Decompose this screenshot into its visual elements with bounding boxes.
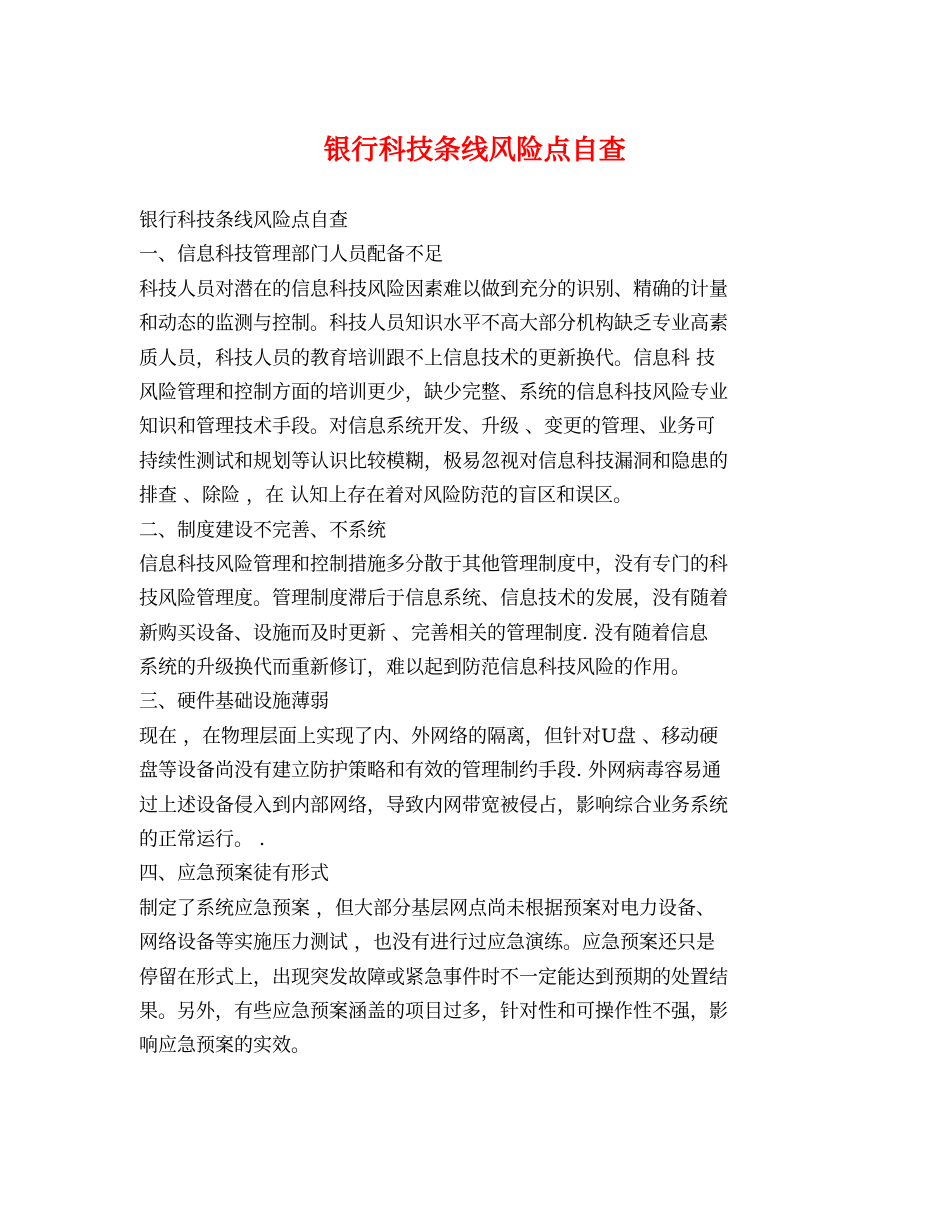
body-line: 持续性测试和规划等认识比较模糊，极易忽视对信息科技漏洞和隐患的 (139, 449, 729, 472)
body-line: 和动态的监测与控制。科技人员知识水平不高大部分机构缺乏专业高素 (139, 312, 729, 335)
body-line: 科技人员对潜在的信息科技风险因素难以做到充分的识别、精确的计量 (139, 277, 729, 300)
body-line: 过上述设备侵入到内部网络，导致内网带宽被侵占，影响综合业务系统 (139, 793, 729, 816)
body-line: 制定了系统应急预案 ，但大部分基层网点尚未根据预案对电力设备、 (139, 896, 716, 919)
body-line: 现在 ，在物理层面上实现了内、外网络的隔离，但针对U盘 、移动硬 (139, 724, 719, 747)
body-line: 一、信息科技管理部门人员配备不足 (139, 243, 444, 266)
body-line: 二、制度建设不完善、不系统 (139, 518, 387, 541)
body-line: 银行科技条线风险点自查 (139, 209, 349, 231)
body-line: 网络设备等实施压力测试 ，也没有进行过应急演练。应急预案还只是 (139, 931, 716, 954)
body-line: 系统的升级换代而重新修订，难以起到防范信息科技风险的作用。 (139, 656, 691, 679)
body-line: 排查 、除险 ，在 认知上存在着对风险防范的盲区和误区。 (139, 484, 633, 507)
body-line: 的正常运行。 . (139, 828, 266, 851)
body-line: 风险管理和控制方面的培训更少，缺少完整、系统的信息科技风险专业 (139, 380, 729, 403)
body-line: 盘等设备尚没有建立防护策略和有效的管理制约手段. 外网病毒容易通 (139, 759, 722, 782)
body-line: 质人员，科技人员的教育培训跟不上信息技术的更新换代。信息科 技 (139, 346, 716, 369)
body-line: 三、硬件基础设施薄弱 (139, 690, 330, 713)
body-line: 响应急预案的实效。 (139, 1034, 311, 1057)
body-line: 知识和管理技术手段。对信息系统开发、升级 、变更的管理、业务可 (139, 415, 716, 438)
body-line: 四、应急预案徒有形式 (139, 862, 330, 885)
body-line: 停留在形式上，出现突发故障或紧急事件时不一定能达到预期的处置结 (139, 965, 729, 988)
body-line: 技风险管理度。管理制度滞后于信息系统、信息技术的发展，没有随着 (139, 587, 729, 610)
body-line: 信息科技风险管理和控制措施多分散于其他管理制度中，没有专门的科 (139, 552, 729, 575)
body-line: 果。另外，有些应急预案涵盖的项目过多，针对性和可操作性不强，影 (139, 999, 729, 1022)
body-line: 新购买设备、设施而及时更新 、完善相关的管理制度. 没有随着信息 (139, 621, 709, 644)
document-body (139, 203, 814, 1063)
document-title: 银行科技条线风险点自查 (323, 135, 627, 166)
